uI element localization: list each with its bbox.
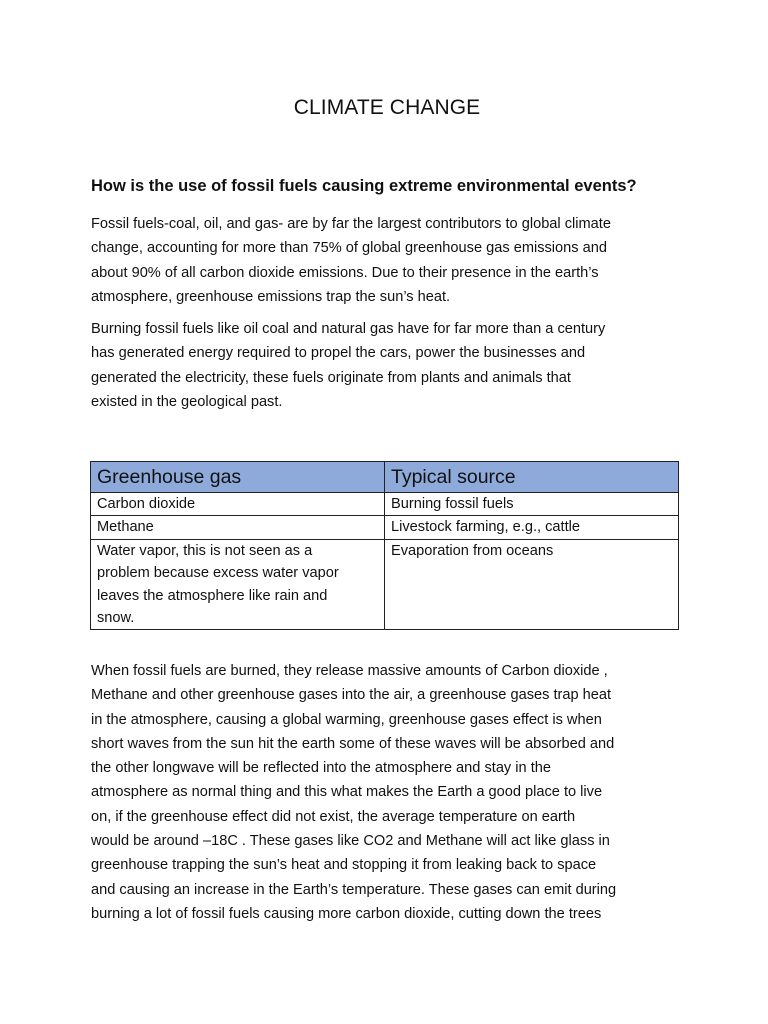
source-cell: Evaporation from oceans — [385, 539, 679, 630]
column-header-gas: Greenhouse gas — [91, 462, 385, 493]
table-header-row — [91, 462, 679, 493]
greenhouse-gas-table — [90, 461, 679, 630]
cell-text: Methane — [97, 519, 154, 536]
paragraph-line: Fossil fuels-coal, oil, and gas- are by far the largest contributors to global climate — [91, 216, 611, 232]
paragraph-line: When fossil fuels are burned, they release massive amounts of Carbon dioxide , — [91, 663, 608, 679]
source-cell: Livestock farming, e.g., cattle — [385, 516, 679, 539]
paragraph-line: greenhouse trapping the sun’s heat and stopping it from leaking back to space — [91, 857, 597, 874]
paragraph-line: short waves from the sun hit the earth some of these waves will be absorbed and — [91, 735, 615, 752]
paragraph-2 — [91, 317, 683, 414]
paragraph-line: the other longwave will be reflected into the atmosphere and stay in the — [91, 760, 551, 777]
source-cell: Burning fossil fuels — [385, 493, 679, 516]
gas-cell — [91, 493, 385, 516]
cell-text-line: snow. — [97, 610, 135, 627]
paragraph-line: existed in the geological past. — [91, 393, 283, 410]
paragraph-line: Burning fossil fuels like oil coal and natural gas have for far more than a century — [91, 321, 606, 337]
paragraph-line: and causing an increase in the Earth’s temperature. These gases can emit during — [91, 881, 617, 898]
cell-text-line: leaves the atmosphere like rain and — [97, 587, 328, 604]
paragraph-line: has generated energy required to propel the cars, power the businesses and — [91, 345, 586, 362]
paragraph-line: would be around –18C . These gases like CO2 and Methane will act like glass in — [91, 833, 610, 850]
gas-cell — [91, 539, 385, 630]
paragraph-line: in the atmosphere, causing a global warming, greenhouse gases effect is when — [91, 711, 602, 728]
cell-text-line: Water vapor, this is not seen as a — [97, 542, 313, 559]
paragraph-line: generated the electricity, these fuels originate from plants and animals that — [91, 369, 571, 386]
paragraph-line: change, accounting for more than 75% of global greenhouse gas emissions and — [91, 240, 607, 257]
cell-text-line: problem because excess water vapor — [97, 565, 339, 582]
table-row — [91, 516, 679, 539]
paragraph-line: about 90% of all carbon dioxide emissions. Due to their presence in the earth’s — [91, 264, 599, 281]
cell-text: Carbon dioxide — [97, 496, 196, 512]
paragraph-line: atmosphere, greenhouse emissions trap the sun’s heat. — [91, 288, 451, 305]
paragraph-line: Methane and other greenhouse gases into the air, a greenhouse gases trap heat — [91, 687, 612, 704]
table-row — [91, 493, 679, 516]
column-header-source: Typical source — [385, 462, 679, 493]
gas-cell — [91, 516, 385, 539]
paragraph-line: burning a lot of fossil fuels causing more carbon dioxide, cutting down the trees — [91, 905, 602, 922]
table-row — [91, 539, 679, 630]
paragraph-3 — [91, 659, 683, 926]
paragraph-line: atmosphere as normal thing and this what makes the Earth a good place to live — [91, 784, 603, 801]
document-title: CLIMATE CHANGE — [293, 96, 481, 119]
paragraph-line: on, if the greenhouse effect did not exist, the average temperature on earth — [91, 808, 576, 825]
paragraph-1 — [91, 212, 683, 309]
section-heading: How is the use of fossil fuels causing extreme environmental events? — [91, 177, 637, 195]
